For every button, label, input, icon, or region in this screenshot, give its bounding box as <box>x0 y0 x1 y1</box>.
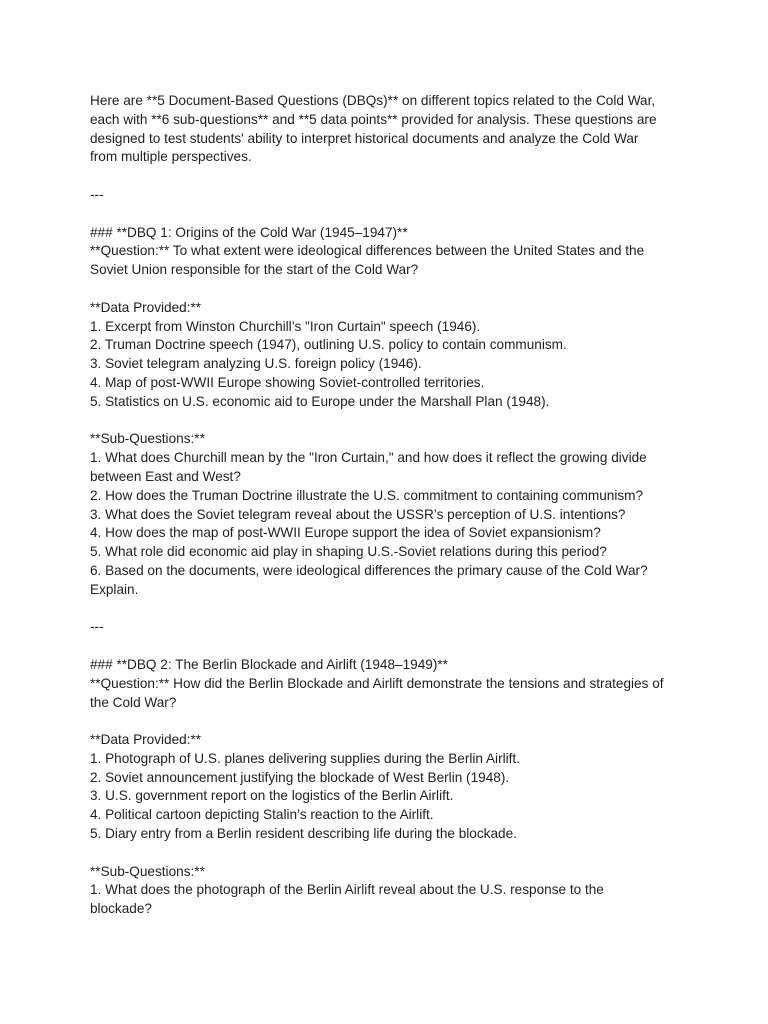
dbq2-heading: ### **DBQ 2: The Berlin Blockade and Airlift (1948–1949)** <box>90 656 448 672</box>
dbq1-sub-question: 6. Based on the documents, were ideological differences the primary cause of the Cold War? <box>90 562 648 578</box>
document-body <box>90 92 690 919</box>
intro-line: each with **6 sub-questions** and **5 data points** provided for analysis. These questions are <box>90 111 657 127</box>
intro-line: Here are **5 Document-Based Questions (DBQs)** on different topics related to the Cold War, <box>90 93 656 108</box>
dbq2-sub-label: **Sub-Questions:** <box>90 863 205 879</box>
dbq1-data-item: 4. Map of post-WWII Europe showing Soviet-controlled territories. <box>90 374 485 390</box>
dbq2-data-item: 3. U.S. government report on the logistics of the Berlin Airlift. <box>90 788 454 804</box>
separator: --- <box>90 619 104 635</box>
spacer <box>90 412 690 431</box>
dbq1-data-item: 1. Excerpt from Winston Churchill’s "Iron Curtain" speech (1946). <box>90 318 481 334</box>
dbq2-section <box>90 656 690 919</box>
dbq1-sub-question: 4. How does the map of post-WWII Europe support the idea of Soviet expansionism? <box>90 525 601 541</box>
dbq2-question: the Cold War? <box>90 694 177 710</box>
dbq2-question: **Question:** How did the Berlin Blockade and Airlift demonstrate the tensions and strategies of <box>90 675 664 691</box>
separator: --- <box>90 186 104 202</box>
dbq1-data-label: **Data Provided:** <box>90 299 202 315</box>
spacer <box>90 167 690 186</box>
dbq2-data-item: 4. Political cartoon depicting Stalin’s reaction to the Airlift. <box>90 807 434 823</box>
dbq1-sub-question: Explain. <box>90 581 139 597</box>
dbq1-sub-question: 3. What does the Soviet telegram reveal about the USSR’s perception of U.S. intentions? <box>90 506 626 522</box>
dbq2-sub-question: blockade? <box>90 901 152 917</box>
dbq1-data-item: 2. Truman Doctrine speech (1947), outlining U.S. policy to contain communism. <box>90 337 567 353</box>
dbq2-data-item: 5. Diary entry from a Berlin resident describing life during the blockade. <box>90 826 517 842</box>
dbq1-sub-question: 1. What does Churchill mean by the "Iron Curtain," and how does it reflect the growing divide <box>90 450 647 466</box>
spacer <box>90 205 690 224</box>
intro-paragraph <box>90 92 690 167</box>
spacer <box>90 712 690 731</box>
dbq1-question: Soviet Union responsible for the start of the Cold War? <box>90 262 419 278</box>
spacer <box>90 844 690 863</box>
dbq2-sub-question: 1. What does the photograph of the Berlin Airlift reveal about the U.S. response to the <box>90 882 604 898</box>
dbq1-data-item: 3. Soviet telegram analyzing U.S. foreign policy (1946). <box>90 356 422 372</box>
dbq1-heading: ### **DBQ 1: Origins of the Cold War (1945–1947)** <box>90 224 408 240</box>
dbq1-sub-label: **Sub-Questions:** <box>90 431 205 447</box>
dbq1-sub-question: 2. How does the Truman Doctrine illustrate the U.S. commitment to containing communism? <box>90 487 644 503</box>
spacer <box>90 637 690 656</box>
intro-line: designed to test students' ability to interpret historical documents and analyze the Cold War <box>90 130 639 146</box>
intro-line: from multiple perspectives. <box>90 149 252 165</box>
spacer <box>90 280 690 299</box>
dbq1-sub-question: 5. What role did economic aid play in shaping U.S.-Soviet relations during this period? <box>90 544 607 560</box>
dbq1-data-item: 5. Statistics on U.S. economic aid to Europe under the Marshall Plan (1948). <box>90 393 550 409</box>
dbq1-section <box>90 224 690 600</box>
dbq2-data-item: 2. Soviet announcement justifying the blockade of West Berlin (1948). <box>90 769 510 785</box>
dbq1-question: **Question:** To what extent were ideological differences between the United States and the <box>90 243 645 259</box>
spacer <box>90 600 690 619</box>
dbq2-data-label: **Data Provided:** <box>90 732 202 748</box>
dbq1-sub-question: between East and West? <box>90 468 241 484</box>
dbq2-data-item: 1. Photograph of U.S. planes delivering supplies during the Berlin Airlift. <box>90 750 520 766</box>
